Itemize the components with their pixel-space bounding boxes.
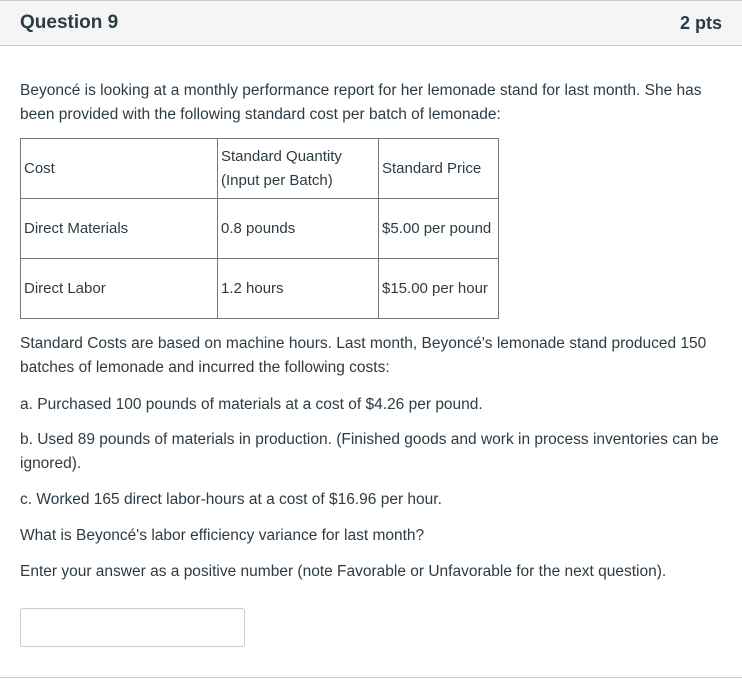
question-header [0,0,742,46]
table-header-cell: Standard Price [379,139,499,199]
question-title: Question 9 [20,12,119,33]
question-intro: Beyoncé is looking at a monthly performance report for her lemonade stand for last month. She has been provided with the following standard cost per batch of lemonade: [20,82,702,123]
table-cell: $15.00 per hour [379,259,499,319]
bottom-divider [0,677,742,678]
answer-instruction: Enter your answer as a positive number (note Favorable or Unfavorable for the next question). [20,563,667,580]
cost-item-b: b. Used 89 pounds of materials in production. (Finished goods and work in process inventories can be ignored). [20,431,719,472]
table-cell: $5.00 per pound [379,199,499,259]
table-row [21,199,499,259]
table-header-row [21,139,499,199]
standard-cost-table [20,138,499,319]
table-cell: 0.8 pounds [218,199,379,259]
table-row [21,259,499,319]
table-header-cell: Cost [21,139,218,199]
table-cell: Direct Materials [21,199,218,259]
table-cell: Direct Labor [21,259,218,319]
question-prompt: What is Beyoncé's labor efficiency variance for last month? [20,527,425,544]
question-points: 2 pts [679,13,722,33]
cost-item-a: a. Purchased 100 pounds of materials at a cost of $4.26 per pound. [20,396,483,413]
table-cell: 1.2 hours [218,259,379,319]
context-paragraph: Standard Costs are based on machine hours. Last month, Beyoncé's lemonade stand produced 150 batches of lemonade and incurred the following costs: [20,335,707,376]
table-header-cell: Standard Quantity (Input per Batch) [218,139,379,199]
answer-input[interactable] [20,608,245,647]
cost-item-c: c. Worked 165 direct labor-hours at a cost of $16.96 per hour. [20,491,442,508]
